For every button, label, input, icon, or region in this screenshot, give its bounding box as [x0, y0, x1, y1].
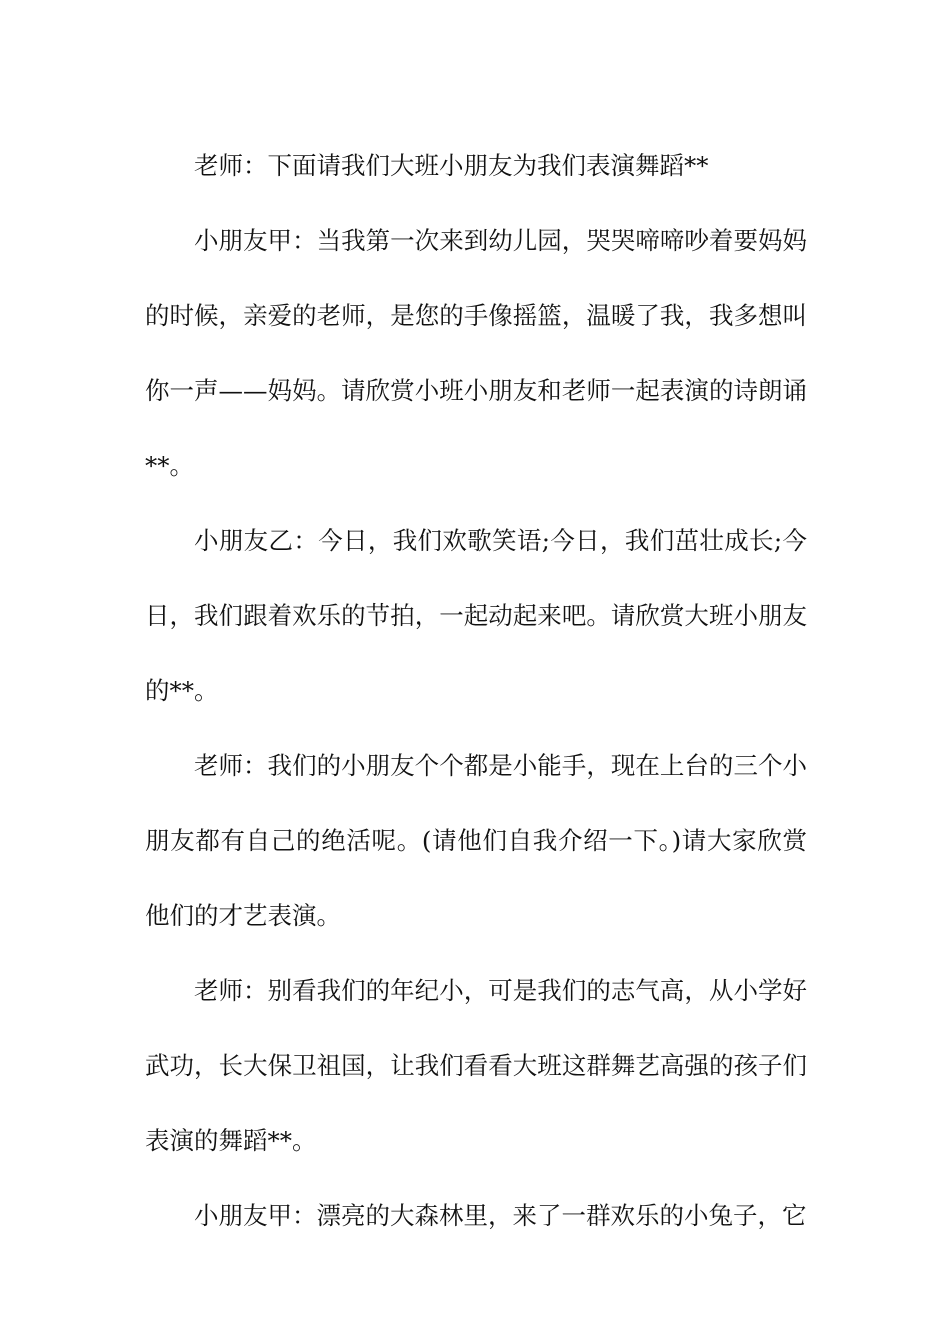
- paragraph-teacher-martial-dance: 老师：别看我们的年纪小，可是我们的志气高，从小学好武功，长大保卫祖国，让我们看看大班这群舞艺高强的孩子们表演的舞蹈**。: [145, 976, 807, 1155]
- document-body: [145, 128, 807, 1253]
- paragraph-teacher-dance-intro: 老师：下面请我们大班小朋友为我们表演舞蹈**: [194, 151, 709, 180]
- paragraph-child-a-forest: 小朋友甲：漂亮的大森林里，来了一群欢乐的小兔子，它: [194, 1201, 807, 1230]
- paragraph-child-a-poem: 小朋友甲：当我第一次来到幼儿园，哭哭啼啼吵着要妈妈的时候，亲爱的老师，是您的手像摇篮，温暖了我，我多想叫你一声——妈妈。请欣赏小班小朋友和老师一起表演的诗朗诵**。: [145, 226, 807, 480]
- paragraph-child-b-song: 小朋友乙：今日，我们欢歌笑语;今日，我们茁壮成长;今日，我们跟着欢乐的节拍，一起动起来吧。请欣赏大班小朋友的**。: [145, 526, 807, 705]
- paragraph-teacher-talent-show: 老师：我们的小朋友个个都是小能手，现在上台的三个小朋友都有自己的绝活呢。(请他们自我介绍一下。)请大家欣赏他们的才艺表演。: [145, 751, 807, 930]
